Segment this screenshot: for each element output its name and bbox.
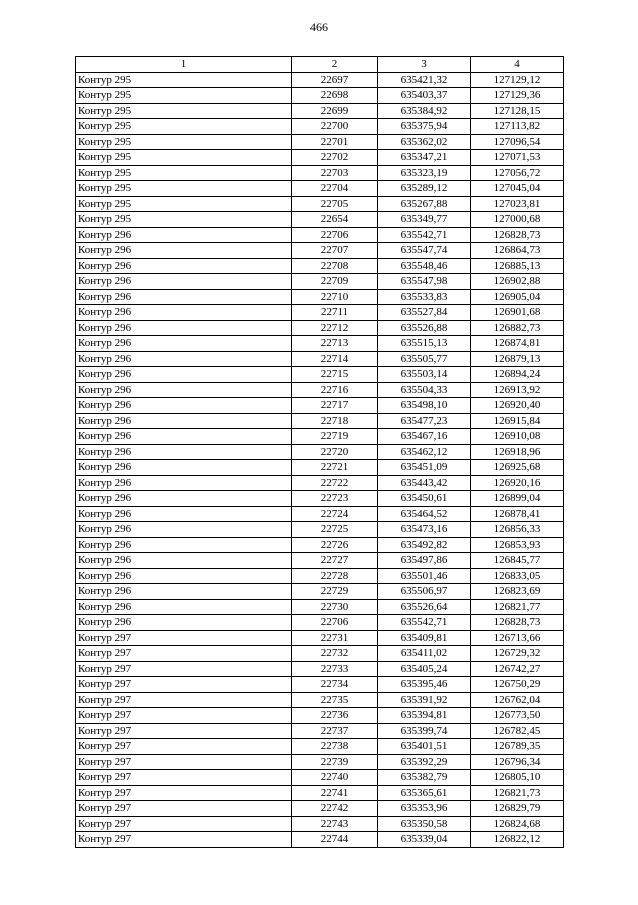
y-coordinate-cell: 126918,96 bbox=[471, 444, 564, 460]
contour-cell: Контур 295 bbox=[76, 165, 292, 181]
table-row bbox=[76, 305, 564, 321]
y-coordinate-cell: 126879,13 bbox=[471, 351, 564, 367]
contour-cell: Контур 297 bbox=[76, 692, 292, 708]
x-coordinate-cell: 635395,46 bbox=[378, 677, 471, 693]
x-coordinate-cell: 635401,51 bbox=[378, 739, 471, 755]
table-row bbox=[76, 615, 564, 631]
contour-cell: Контур 296 bbox=[76, 351, 292, 367]
table-row bbox=[76, 243, 564, 259]
table-row bbox=[76, 274, 564, 290]
contour-cell: Контур 297 bbox=[76, 816, 292, 832]
x-coordinate-cell: 635347,21 bbox=[378, 150, 471, 166]
x-coordinate-cell: 635411,02 bbox=[378, 646, 471, 662]
contour-cell: Контур 296 bbox=[76, 537, 292, 553]
x-coordinate-cell: 635451,09 bbox=[378, 460, 471, 476]
contour-cell: Контур 296 bbox=[76, 491, 292, 507]
x-coordinate-cell: 635462,12 bbox=[378, 444, 471, 460]
y-coordinate-cell: 127128,15 bbox=[471, 103, 564, 119]
y-coordinate-cell: 126894,24 bbox=[471, 367, 564, 383]
x-coordinate-cell: 635349,77 bbox=[378, 212, 471, 228]
table-row bbox=[76, 429, 564, 445]
contour-cell: Контур 296 bbox=[76, 584, 292, 600]
point-number-cell: 22742 bbox=[292, 801, 378, 817]
x-coordinate-cell: 635504,33 bbox=[378, 382, 471, 398]
coordinates-table bbox=[75, 56, 564, 848]
table-row bbox=[76, 832, 564, 848]
contour-cell: Контур 296 bbox=[76, 320, 292, 336]
point-number-cell: 22705 bbox=[292, 196, 378, 212]
table-row bbox=[76, 289, 564, 305]
contour-cell: Контур 295 bbox=[76, 103, 292, 119]
point-number-cell: 22743 bbox=[292, 816, 378, 832]
table-row bbox=[76, 568, 564, 584]
point-number-cell: 22725 bbox=[292, 522, 378, 538]
x-coordinate-cell: 635365,61 bbox=[378, 785, 471, 801]
contour-cell: Контур 297 bbox=[76, 832, 292, 848]
column-header: 1 bbox=[76, 57, 292, 73]
x-coordinate-cell: 635350,58 bbox=[378, 816, 471, 832]
table-row bbox=[76, 491, 564, 507]
table-row bbox=[76, 677, 564, 693]
x-coordinate-cell: 635403,37 bbox=[378, 88, 471, 104]
y-coordinate-cell: 126913,92 bbox=[471, 382, 564, 398]
contour-cell: Контур 295 bbox=[76, 72, 292, 88]
point-number-cell: 22718 bbox=[292, 413, 378, 429]
contour-cell: Контур 296 bbox=[76, 444, 292, 460]
y-coordinate-cell: 126853,93 bbox=[471, 537, 564, 553]
y-coordinate-cell: 126713,66 bbox=[471, 630, 564, 646]
point-number-cell: 22716 bbox=[292, 382, 378, 398]
point-number-cell: 22701 bbox=[292, 134, 378, 150]
contour-cell: Контур 297 bbox=[76, 661, 292, 677]
table-row bbox=[76, 522, 564, 538]
table-row bbox=[76, 72, 564, 88]
contour-cell: Контур 296 bbox=[76, 460, 292, 476]
point-number-cell: 22733 bbox=[292, 661, 378, 677]
table-row bbox=[76, 460, 564, 476]
y-coordinate-cell: 126821,77 bbox=[471, 599, 564, 615]
contour-cell: Контур 296 bbox=[76, 243, 292, 259]
point-number-cell: 22717 bbox=[292, 398, 378, 414]
x-coordinate-cell: 635542,71 bbox=[378, 615, 471, 631]
y-coordinate-cell: 126874,81 bbox=[471, 336, 564, 352]
point-number-cell: 22700 bbox=[292, 119, 378, 135]
y-coordinate-cell: 126750,29 bbox=[471, 677, 564, 693]
contour-cell: Контур 296 bbox=[76, 413, 292, 429]
y-coordinate-cell: 126762,04 bbox=[471, 692, 564, 708]
contour-cell: Контур 297 bbox=[76, 801, 292, 817]
point-number-cell: 22698 bbox=[292, 88, 378, 104]
contour-cell: Контур 296 bbox=[76, 398, 292, 414]
contour-cell: Контур 296 bbox=[76, 382, 292, 398]
x-coordinate-cell: 635533,83 bbox=[378, 289, 471, 305]
x-coordinate-cell: 635527,84 bbox=[378, 305, 471, 321]
table-row bbox=[76, 475, 564, 491]
column-header: 2 bbox=[292, 57, 378, 73]
y-coordinate-cell: 126920,16 bbox=[471, 475, 564, 491]
table-row bbox=[76, 692, 564, 708]
point-number-cell: 22654 bbox=[292, 212, 378, 228]
point-number-cell: 22736 bbox=[292, 708, 378, 724]
table-row bbox=[76, 599, 564, 615]
contour-cell: Контур 296 bbox=[76, 568, 292, 584]
y-coordinate-cell: 126878,41 bbox=[471, 506, 564, 522]
table-header-row bbox=[76, 57, 564, 73]
x-coordinate-cell: 635477,23 bbox=[378, 413, 471, 429]
point-number-cell: 22741 bbox=[292, 785, 378, 801]
table-row bbox=[76, 553, 564, 569]
table-row bbox=[76, 398, 564, 414]
point-number-cell: 22727 bbox=[292, 553, 378, 569]
y-coordinate-cell: 127023,81 bbox=[471, 196, 564, 212]
x-coordinate-cell: 635382,79 bbox=[378, 770, 471, 786]
table-row bbox=[76, 382, 564, 398]
point-number-cell: 22726 bbox=[292, 537, 378, 553]
y-coordinate-cell: 126920,40 bbox=[471, 398, 564, 414]
contour-cell: Контур 296 bbox=[76, 367, 292, 383]
x-coordinate-cell: 635391,92 bbox=[378, 692, 471, 708]
y-coordinate-cell: 127129,12 bbox=[471, 72, 564, 88]
point-number-cell: 22732 bbox=[292, 646, 378, 662]
point-number-cell: 22707 bbox=[292, 243, 378, 259]
x-coordinate-cell: 635503,14 bbox=[378, 367, 471, 383]
table-row bbox=[76, 754, 564, 770]
y-coordinate-cell: 126833,05 bbox=[471, 568, 564, 584]
point-number-cell: 22719 bbox=[292, 429, 378, 445]
contour-cell: Контур 296 bbox=[76, 506, 292, 522]
contour-cell: Контур 295 bbox=[76, 150, 292, 166]
x-coordinate-cell: 635394,81 bbox=[378, 708, 471, 724]
x-coordinate-cell: 635464,52 bbox=[378, 506, 471, 522]
x-coordinate-cell: 635467,16 bbox=[378, 429, 471, 445]
x-coordinate-cell: 635526,88 bbox=[378, 320, 471, 336]
table-row bbox=[76, 336, 564, 352]
y-coordinate-cell: 126901,68 bbox=[471, 305, 564, 321]
x-coordinate-cell: 635547,98 bbox=[378, 274, 471, 290]
y-coordinate-cell: 126902,88 bbox=[471, 274, 564, 290]
x-coordinate-cell: 635450,61 bbox=[378, 491, 471, 507]
y-coordinate-cell: 126796,34 bbox=[471, 754, 564, 770]
contour-cell: Контур 297 bbox=[76, 785, 292, 801]
x-coordinate-cell: 635506,97 bbox=[378, 584, 471, 600]
x-coordinate-cell: 635505,77 bbox=[378, 351, 471, 367]
table-row bbox=[76, 196, 564, 212]
x-coordinate-cell: 635267,88 bbox=[378, 196, 471, 212]
point-number-cell: 22720 bbox=[292, 444, 378, 460]
y-coordinate-cell: 126829,79 bbox=[471, 801, 564, 817]
table-row bbox=[76, 661, 564, 677]
x-coordinate-cell: 635392,29 bbox=[378, 754, 471, 770]
y-coordinate-cell: 127000,68 bbox=[471, 212, 564, 228]
table-row bbox=[76, 103, 564, 119]
x-coordinate-cell: 635497,86 bbox=[378, 553, 471, 569]
point-number-cell: 22703 bbox=[292, 165, 378, 181]
contour-cell: Контур 295 bbox=[76, 119, 292, 135]
y-coordinate-cell: 127096,54 bbox=[471, 134, 564, 150]
contour-cell: Контур 297 bbox=[76, 630, 292, 646]
table-row bbox=[76, 150, 564, 166]
table-row bbox=[76, 816, 564, 832]
point-number-cell: 22706 bbox=[292, 227, 378, 243]
contour-cell: Контур 297 bbox=[76, 754, 292, 770]
contour-cell: Контур 295 bbox=[76, 88, 292, 104]
contour-cell: Контур 296 bbox=[76, 274, 292, 290]
table-row bbox=[76, 413, 564, 429]
table-row bbox=[76, 537, 564, 553]
contour-cell: Контур 296 bbox=[76, 429, 292, 445]
y-coordinate-cell: 127129,36 bbox=[471, 88, 564, 104]
point-number-cell: 22706 bbox=[292, 615, 378, 631]
point-number-cell: 22713 bbox=[292, 336, 378, 352]
y-coordinate-cell: 126828,73 bbox=[471, 615, 564, 631]
point-number-cell: 22723 bbox=[292, 491, 378, 507]
contour-cell: Контур 295 bbox=[76, 196, 292, 212]
table-row bbox=[76, 708, 564, 724]
point-number-cell: 22722 bbox=[292, 475, 378, 491]
point-number-cell: 22724 bbox=[292, 506, 378, 522]
table-row bbox=[76, 630, 564, 646]
contour-cell: Контур 296 bbox=[76, 553, 292, 569]
contour-cell: Контур 295 bbox=[76, 181, 292, 197]
y-coordinate-cell: 126885,13 bbox=[471, 258, 564, 274]
column-header: 3 bbox=[378, 57, 471, 73]
table-row bbox=[76, 770, 564, 786]
y-coordinate-cell: 126905,04 bbox=[471, 289, 564, 305]
point-number-cell: 22715 bbox=[292, 367, 378, 383]
point-number-cell: 22731 bbox=[292, 630, 378, 646]
contour-cell: Контур 297 bbox=[76, 708, 292, 724]
point-number-cell: 22711 bbox=[292, 305, 378, 321]
x-coordinate-cell: 635443,42 bbox=[378, 475, 471, 491]
x-coordinate-cell: 635399,74 bbox=[378, 723, 471, 739]
x-coordinate-cell: 635375,94 bbox=[378, 119, 471, 135]
table-row bbox=[76, 165, 564, 181]
contour-cell: Контур 297 bbox=[76, 677, 292, 693]
x-coordinate-cell: 635498,10 bbox=[378, 398, 471, 414]
contour-cell: Контур 296 bbox=[76, 258, 292, 274]
y-coordinate-cell: 126864,73 bbox=[471, 243, 564, 259]
y-coordinate-cell: 127113,82 bbox=[471, 119, 564, 135]
y-coordinate-cell: 126805,10 bbox=[471, 770, 564, 786]
point-number-cell: 22739 bbox=[292, 754, 378, 770]
contour-cell: Контур 296 bbox=[76, 615, 292, 631]
y-coordinate-cell: 126822,12 bbox=[471, 832, 564, 848]
table-row bbox=[76, 646, 564, 662]
y-coordinate-cell: 126823,69 bbox=[471, 584, 564, 600]
x-coordinate-cell: 635409,81 bbox=[378, 630, 471, 646]
y-coordinate-cell: 126899,04 bbox=[471, 491, 564, 507]
table-row bbox=[76, 134, 564, 150]
y-coordinate-cell: 127056,72 bbox=[471, 165, 564, 181]
contour-cell: Контур 296 bbox=[76, 475, 292, 491]
contour-cell: Контур 297 bbox=[76, 770, 292, 786]
point-number-cell: 22721 bbox=[292, 460, 378, 476]
y-coordinate-cell: 126856,33 bbox=[471, 522, 564, 538]
y-coordinate-cell: 127045,04 bbox=[471, 181, 564, 197]
y-coordinate-cell: 126782,45 bbox=[471, 723, 564, 739]
contour-cell: Контур 296 bbox=[76, 522, 292, 538]
point-number-cell: 22709 bbox=[292, 274, 378, 290]
x-coordinate-cell: 635515,13 bbox=[378, 336, 471, 352]
table-row bbox=[76, 739, 564, 755]
point-number-cell: 22714 bbox=[292, 351, 378, 367]
contour-cell: Контур 295 bbox=[76, 134, 292, 150]
y-coordinate-cell: 126828,73 bbox=[471, 227, 564, 243]
point-number-cell: 22728 bbox=[292, 568, 378, 584]
y-coordinate-cell: 126729,32 bbox=[471, 646, 564, 662]
contour-cell: Контур 296 bbox=[76, 599, 292, 615]
page-number: 466 bbox=[310, 20, 328, 34]
x-coordinate-cell: 635547,74 bbox=[378, 243, 471, 259]
x-coordinate-cell: 635548,46 bbox=[378, 258, 471, 274]
contour-cell: Контур 295 bbox=[76, 212, 292, 228]
table-row bbox=[76, 258, 564, 274]
contour-cell: Контур 296 bbox=[76, 336, 292, 352]
contour-cell: Контур 296 bbox=[76, 289, 292, 305]
y-coordinate-cell: 126773,50 bbox=[471, 708, 564, 724]
point-number-cell: 22738 bbox=[292, 739, 378, 755]
x-coordinate-cell: 635542,71 bbox=[378, 227, 471, 243]
y-coordinate-cell: 126915,84 bbox=[471, 413, 564, 429]
point-number-cell: 22737 bbox=[292, 723, 378, 739]
y-coordinate-cell: 126742,27 bbox=[471, 661, 564, 677]
point-number-cell: 22710 bbox=[292, 289, 378, 305]
x-coordinate-cell: 635362,02 bbox=[378, 134, 471, 150]
x-coordinate-cell: 635526,64 bbox=[378, 599, 471, 615]
point-number-cell: 22712 bbox=[292, 320, 378, 336]
table-row bbox=[76, 801, 564, 817]
x-coordinate-cell: 635289,12 bbox=[378, 181, 471, 197]
y-coordinate-cell: 126845,77 bbox=[471, 553, 564, 569]
table-row bbox=[76, 351, 564, 367]
table-row bbox=[76, 119, 564, 135]
x-coordinate-cell: 635339,04 bbox=[378, 832, 471, 848]
contour-cell: Контур 296 bbox=[76, 227, 292, 243]
contour-cell: Контур 297 bbox=[76, 646, 292, 662]
y-coordinate-cell: 126910,08 bbox=[471, 429, 564, 445]
table-row bbox=[76, 181, 564, 197]
x-coordinate-cell: 635473,16 bbox=[378, 522, 471, 538]
table-row bbox=[76, 367, 564, 383]
point-number-cell: 22699 bbox=[292, 103, 378, 119]
point-number-cell: 22730 bbox=[292, 599, 378, 615]
point-number-cell: 22734 bbox=[292, 677, 378, 693]
table-row bbox=[76, 444, 564, 460]
y-coordinate-cell: 126789,35 bbox=[471, 739, 564, 755]
table-row bbox=[76, 227, 564, 243]
x-coordinate-cell: 635501,46 bbox=[378, 568, 471, 584]
point-number-cell: 22704 bbox=[292, 181, 378, 197]
point-number-cell: 22744 bbox=[292, 832, 378, 848]
table-row bbox=[76, 506, 564, 522]
x-coordinate-cell: 635421,32 bbox=[378, 72, 471, 88]
x-coordinate-cell: 635405,24 bbox=[378, 661, 471, 677]
y-coordinate-cell: 126821,73 bbox=[471, 785, 564, 801]
column-header: 4 bbox=[471, 57, 564, 73]
point-number-cell: 22697 bbox=[292, 72, 378, 88]
x-coordinate-cell: 635323,19 bbox=[378, 165, 471, 181]
point-number-cell: 22735 bbox=[292, 692, 378, 708]
y-coordinate-cell: 127071,53 bbox=[471, 150, 564, 166]
point-number-cell: 22708 bbox=[292, 258, 378, 274]
point-number-cell: 22729 bbox=[292, 584, 378, 600]
x-coordinate-cell: 635353,96 bbox=[378, 801, 471, 817]
table-row bbox=[76, 785, 564, 801]
y-coordinate-cell: 126882,73 bbox=[471, 320, 564, 336]
contour-cell: Контур 297 bbox=[76, 739, 292, 755]
table-row bbox=[76, 320, 564, 336]
y-coordinate-cell: 126824,68 bbox=[471, 816, 564, 832]
x-coordinate-cell: 635384,92 bbox=[378, 103, 471, 119]
contour-cell: Контур 296 bbox=[76, 305, 292, 321]
contour-cell: Контур 297 bbox=[76, 723, 292, 739]
x-coordinate-cell: 635492,82 bbox=[378, 537, 471, 553]
table-row bbox=[76, 88, 564, 104]
y-coordinate-cell: 126925,68 bbox=[471, 460, 564, 476]
point-number-cell: 22740 bbox=[292, 770, 378, 786]
table-row bbox=[76, 212, 564, 228]
table-row bbox=[76, 723, 564, 739]
table-row bbox=[76, 584, 564, 600]
point-number-cell: 22702 bbox=[292, 150, 378, 166]
